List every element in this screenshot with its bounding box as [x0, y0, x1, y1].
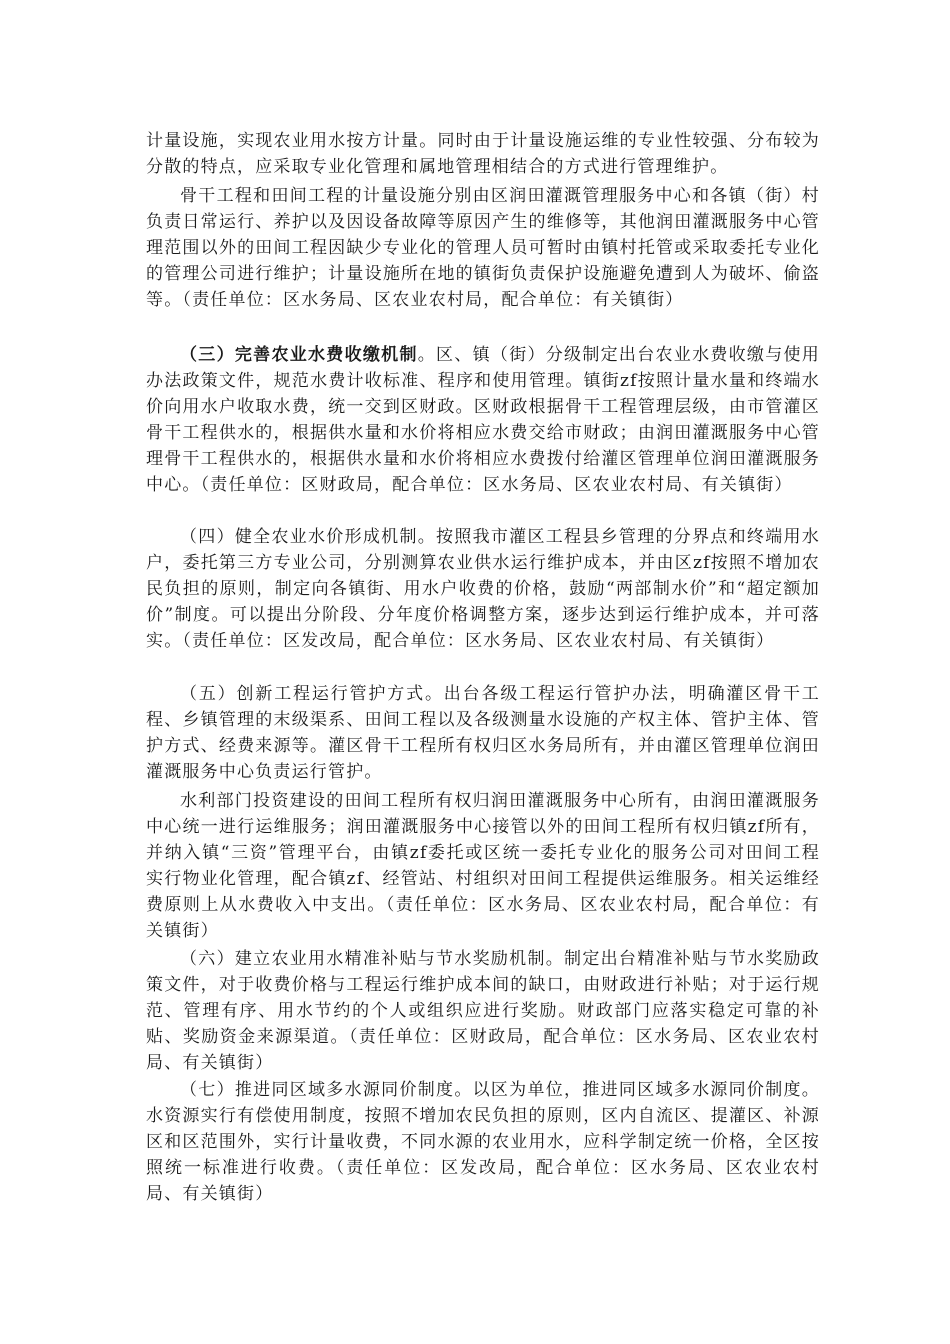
paragraph-text: 水利部门投资建设的田间工程所有权归润田灌溉服务中心所有，由润田灌溉服务中心统一进行运维服务；润田灌溉服务中心接管以外的田间工程所有权归镇zf所有，并纳入镇“三资”管理平台，由镇zf委托或区统一委托专业化的服务公司对田间工程实行物业化管理，配合镇zf、经管站、村组织对田间工程提供运维服务。相关运维经费原则上从水费收入中支出。（责任单位：区水务局、区农业农村局，配合单位：有关镇街） [146, 791, 820, 941]
paragraph-field-engineering [146, 788, 820, 944]
section-heading: （三）完善农业水费收缴机制 [180, 345, 418, 365]
paragraph-continuation [146, 128, 820, 180]
paragraph-section-7 [146, 1077, 820, 1207]
paragraph-section-6 [146, 946, 820, 1076]
paragraph-text: （七）推进同区域多水源同价制度。以区为单位，推进同区域多水源同价制度。水资源实行有偿使用制度，按照不增加农民负担的原则，区内自流区、提灌区、补源区和区范围外，实行计量收费，不同水源的农业用水，应科学制定统一价格，全区按照统一标准进行收费。（责任单位：区发改局，配合单位：区水务局、区农业农村局、有关镇街） [146, 1080, 820, 1204]
paragraph-section-5 [146, 681, 820, 785]
paragraph-text: 计量设施，实现农业用水按方计量。同时由于计量设施运维的专业性较强、分布较为分散的特点，应采取专业化管理和属地管理相结合的方式进行管理维护。 [146, 131, 820, 177]
paragraph-text: （四）健全农业水价形成机制。按照我市灌区工程县乡管理的分界点和终端用水户，委托第三方专业公司，分别测算农业供水运行维护成本，并由区zf按照不增加农民负担的原则，制定向各镇街、用水户收费的价格，鼓励“两部制水价”和“超定额加价”制度。可以提出分阶段、分年度价格调整方案，逐步达到运行维护成本，并可落实。（责任单位：区发改局，配合单位：区水务局、区农业农村局、有关镇街） [146, 527, 820, 651]
paragraph-text: （六）建立农业用水精准补贴与节水奖励机制。制定出台精准补贴与节水奖励政策文件，对于收费价格与工程运行维护成本间的缺口，由财政进行补贴；对于运行规范、管理有序、用水节约的个人或组织应进行奖励。财政部门应落实稳定可靠的补贴、奖励资金来源渠道。（责任单位：区财政局，配合单位：区水务局、区农业农村局、有关镇街） [146, 949, 820, 1073]
paragraph-text: 。区、镇（街）分级制定出台农业水费收缴与使用办法政策文件，规范水费计收标准、程序和使用管理。镇街zf按照计量水量和终端水价向用水户收取水费，统一交到区财政。区财政根据骨干工程管理层级，由市管灌区骨干工程供水的，根据供水量和水价将相应水费交给市财政；由润田灌溉服务中心管理骨干工程供水的，根据供水量和水价将相应水费拨付给灌区管理单位润田灌溉服务中心。（责任单位：区财政局，配合单位：区水务局、区农业农村局、有关镇街） [146, 345, 820, 495]
paragraph-metering-maintenance [146, 183, 820, 313]
paragraph-text: （五）创新工程运行管护方式。出台各级工程运行管护办法，明确灌区骨干工程、乡镇管理的末级渠系、田间工程以及各级测量水设施的产权主体、管护主体、管护方式、经费来源等。灌区骨干工程所有权归区水务局所有，并由灌区管理单位润田灌溉服务中心负责运行管护。 [146, 684, 820, 782]
paragraph-text: 骨干工程和田间工程的计量设施分别由区润田灌溉管理服务中心和各镇（街）村负责日常运行、养护以及因设备故障等原因产生的维修等，其他润田灌溉服务中心管理范围以外的田间工程因缺少专业化的管理人员可暂时由镇村托管或采取委托专业化的管理公司进行维护；计量设施所在地的镇街负责保护设施避免遭到人为破坏、偷盗等。（责任单位：区水务局、区农业农村局，配合单位：有关镇街） [146, 186, 820, 310]
paragraph-section-4 [146, 524, 820, 654]
paragraph-section-3 [146, 342, 820, 498]
